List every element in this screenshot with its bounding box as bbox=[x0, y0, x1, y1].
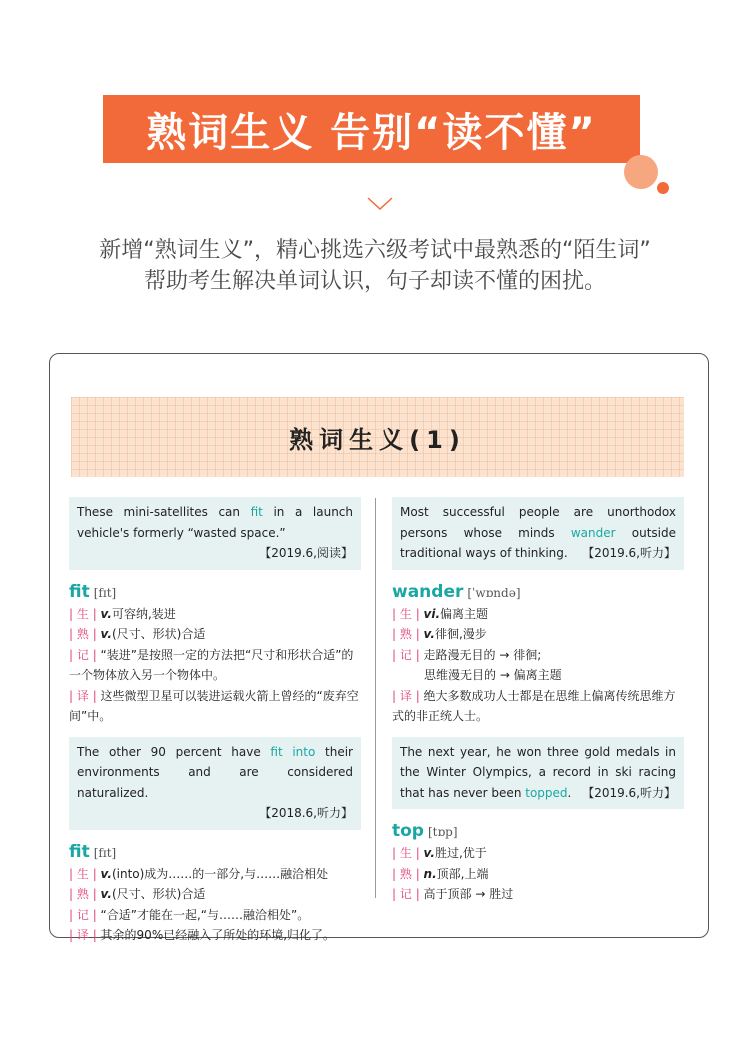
translation: | 译 | 其余的90%已经融入了所处的环境,归化了。 bbox=[69, 928, 336, 942]
sense-sheng: | 生 | v.可容纳,装进 bbox=[69, 606, 176, 621]
translation: | 译 | 绝大多数成功人士都是在思维上偏离传统思维方式的非正统人士。 bbox=[392, 688, 676, 723]
quote-source: 【2019.6,阅读】 bbox=[259, 546, 353, 560]
keyword-highlight: topped bbox=[525, 785, 568, 800]
column-divider bbox=[375, 498, 376, 898]
sense-shu: | 熟 | n.顶部,上端 bbox=[392, 866, 489, 881]
intro-line-2: 帮助考生解决单词认识，句子却读不懂的困扰。 bbox=[143, 269, 606, 294]
quote-source: 【2019.6,听力】 bbox=[582, 785, 676, 800]
example-quote: The next year, he won three gold medals in the Winter Olympics, a record in ski racing that has never been topped. 【2019.6,听力】 bbox=[392, 737, 684, 810]
sense-sheng: | 生 | v.胜过,优于 bbox=[392, 846, 487, 860]
sense-shu: | 熟 | v.(尺寸、形状)合适 bbox=[69, 627, 206, 641]
left-column bbox=[69, 497, 361, 956]
headword: top [tɒp] bbox=[392, 821, 458, 841]
right-column bbox=[392, 497, 684, 915]
phonetic: [fɪt] bbox=[93, 585, 117, 600]
book-page-panel bbox=[49, 353, 709, 942]
keyword-highlight: fit bbox=[250, 505, 263, 519]
word-entry bbox=[392, 820, 684, 905]
word-entry bbox=[69, 581, 361, 727]
keyword-highlight: wander bbox=[570, 525, 616, 540]
example-quote: Most successful people are unorthodox persons whose minds wander outside traditional ways of thinking. 【2019.6,听力】 bbox=[392, 497, 684, 570]
decor-circle-small bbox=[657, 182, 669, 194]
example-quote: These mini-satellites can fit in a launch vehicle's formerly “wasted space.” 【2019.6,阅读】 bbox=[69, 497, 361, 570]
sense-sheng: | 生 | v.(into)成为……的一部分,与……融洽相处 bbox=[69, 866, 329, 881]
section-heading: 熟词生义(1) bbox=[289, 425, 466, 454]
sense-shu: | 熟 | v.徘徊,漫步 bbox=[392, 627, 487, 641]
phonetic: [fɪt] bbox=[93, 845, 117, 860]
sense-shu: | 熟 | v.(尺寸、形状)合适 bbox=[69, 887, 206, 901]
memory-tip: | 记 | “合适”才能在一起,“与……融洽相处”。 bbox=[69, 907, 310, 922]
intro-text bbox=[0, 235, 750, 297]
headword: fit [fɪt] bbox=[69, 841, 117, 862]
memory-tip: | 记 | “装进”是按照一定的方法把“尺寸和形状合适”的一个物体放入另一个物体中。 bbox=[69, 647, 354, 682]
intro-line-1: 新增“熟词生义”，精心挑选六级考试中最熟悉的“陌生词” bbox=[99, 238, 651, 263]
memory-tip: | 记 | 走路漫无目的 → 徘徊; bbox=[392, 647, 542, 662]
decor-circle-large bbox=[624, 155, 658, 189]
example-quote: The other 90 percent have fit into their environments and are considered naturalized. 【2018.6,听力】 bbox=[69, 737, 361, 830]
section-header bbox=[71, 397, 684, 477]
memory-tip-line-2: 思维漫无目的 → 偏离主题 bbox=[424, 668, 562, 682]
quote-source: 【2018.6,听力】 bbox=[259, 806, 353, 820]
chevron-down-icon bbox=[366, 196, 394, 212]
translation: | 译 | 这些微型卫星可以装进运载火箭上曾经的“废弃空间”中。 bbox=[69, 688, 359, 723]
headword: wander [ˈwɒndə] bbox=[392, 581, 521, 602]
banner-title: 熟词生义 告别“读不懂” bbox=[103, 95, 640, 163]
quote-source: 【2019.6,听力】 bbox=[582, 546, 676, 560]
headword: fit [fɪt] bbox=[69, 581, 117, 602]
keyword-highlight: fit into bbox=[270, 744, 316, 759]
phonetic: [ˈwɒndə] bbox=[467, 585, 521, 600]
phonetic: [tɒp] bbox=[427, 825, 458, 839]
sense-sheng: | 生 | vi.偏离主题 bbox=[392, 606, 489, 621]
word-entry bbox=[392, 581, 684, 727]
memory-tip: | 记 | 高于顶部 → 胜过 bbox=[392, 887, 514, 901]
word-entry bbox=[69, 841, 361, 946]
